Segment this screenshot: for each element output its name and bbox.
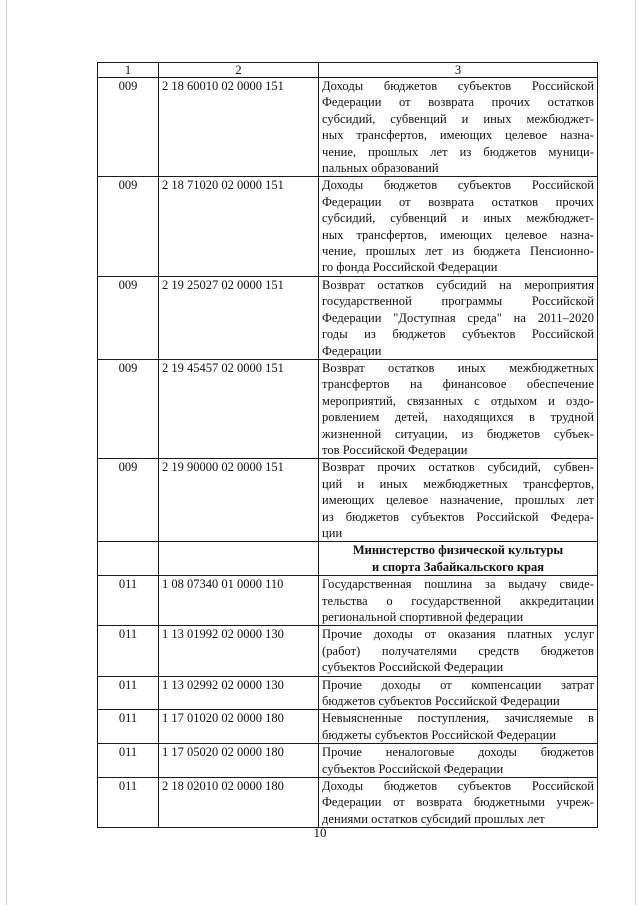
admin-code-cell: 011 [98,676,159,710]
revenue-description-cell [319,177,598,276]
description-line: Федерации "Доступная среда" на 2011–2020 [322,310,594,325]
revenue-description-cell [319,744,598,778]
description-line: (работ) получателями средств бюджетов [322,643,594,658]
revenue-description-cell [319,359,598,458]
column-header: 1 [98,63,159,78]
revenue-description-cell [319,676,598,710]
page-number: 10 [313,825,327,840]
table-row [98,676,598,710]
section-title [319,542,598,576]
revenue-code-cell: 2 18 71020 02 0000 151 [159,177,319,276]
revenue-description-cell [319,778,598,828]
description-line: Государственная пошлина за выдачу свиде- [322,577,594,592]
description-line: дениями остатков субсидий прошлых лет [322,811,545,826]
table-row [98,744,598,778]
table-body [98,78,598,828]
description-line: из бюджетов субъектов Российской Федера- [322,509,594,524]
admin-code-cell: 011 [98,710,159,744]
description-line: Прочие доходы от компенсации затрат [322,677,594,692]
revenue-code-cell: 2 19 25027 02 0000 151 [159,276,319,359]
revenue-code-cell: 1 13 01992 02 0000 130 [159,626,319,676]
revenue-description-cell [319,576,598,626]
description-line: Доходы бюджетов субъектов Российской [322,178,594,193]
description-line: тов Российской Федерации [322,442,468,457]
description-line: Федерации от возврата остатков прочих [322,194,594,209]
admin-code-cell: 011 [98,744,159,778]
description-line: ных трансфертов, имеющих целевое назна- [322,128,594,143]
table-header-row [98,63,598,78]
description-line: Невыясненные поступления, зачисляемые в [322,711,594,726]
description-line: ций и иных межбюджетных трансфертов, [322,476,594,491]
revenue-code-cell: 2 19 90000 02 0000 151 [159,459,319,542]
description-line: Доходы бюджетов субъектов Российской [322,779,594,794]
scan-edge-left [6,0,7,905]
admin-code-cell: 009 [98,276,159,359]
description-line: Возврат прочих остатков субсидий, субвен- [322,460,594,475]
table-row [98,576,598,626]
revenue-code-cell: 2 18 02010 02 0000 180 [159,778,319,828]
admin-code-cell: 009 [98,177,159,276]
column-header: 3 [319,63,598,78]
description-line: трансфертов на финансовое обеспечение [322,377,594,392]
revenue-code-cell: 1 17 01020 02 0000 180 [159,710,319,744]
revenue-code-cell: 1 13 02992 02 0000 130 [159,676,319,710]
description-line: жизненной ситуации, из бюджетов субъек- [322,426,594,441]
description-line: Федерации от возврата бюджетными учреж- [322,795,594,810]
section-title-line: Министерство физической культуры [352,543,564,558]
description-line: пальных образований [322,161,439,176]
description-line: субъектов Российской Федерации [322,761,504,776]
description-line: Прочие доходы от оказания платных услуг [322,627,594,642]
description-line: субсидий, субвенций и иных межбюджет- [322,211,594,226]
description-line: имеющих целевое назначение, прошлых лет [322,493,594,508]
revenue-code-cell: 2 18 60010 02 0000 151 [159,78,319,177]
description-line: чение, прошлых лет из бюджетов муници- [322,144,594,159]
section-empty-cell [159,542,319,576]
description-line: Федерации [322,343,382,358]
description-line: ных трансфертов, имеющих целевое назна- [322,227,594,242]
revenue-description-cell [319,78,598,177]
revenue-code-cell: 2 19 45457 02 0000 151 [159,359,319,458]
admin-code-cell: 011 [98,576,159,626]
table-row [98,359,598,458]
description-line: тельства о государственной аккредитации [322,593,594,608]
description-line: чение, прошлых лет из бюджета Пенсионно- [322,244,594,259]
table-row [98,459,598,542]
description-line: субсидий, субвенций и иных межбюджет- [322,111,594,126]
scan-edge-right [635,0,636,905]
description-line: бюджеты субъектов Российской Федерации [322,727,557,742]
section-title-line: и спорта Забайкальского края [371,559,545,574]
table-row [98,177,598,276]
revenue-description-cell [319,459,598,542]
revenue-description-cell [319,276,598,359]
description-line: ровлением детей, находящихся в трудной [322,410,594,425]
description-line: государственной программы Российской [322,294,594,309]
column-header: 2 [159,63,319,78]
description-line: региональной спортивной федерации [322,610,524,624]
table-row [98,626,598,676]
description-line: годы из бюджетов субъектов Российской [322,327,594,342]
admin-code-cell: 009 [98,359,159,458]
description-line: Возврат остатков субсидий на мероприятия [322,277,594,292]
table-row [98,778,598,828]
description-line: ции [322,525,343,540]
description-line: субъектов Российской Федерации [322,660,504,675]
admin-code-cell: 011 [98,778,159,828]
table-row [98,276,598,359]
admin-code-cell: 009 [98,459,159,542]
table-row [98,710,598,744]
description-line: Доходы бюджетов субъектов Российской [322,79,594,93]
revenue-code-cell: 1 17 05020 02 0000 180 [159,744,319,778]
admin-code-cell: 009 [98,78,159,177]
revenue-code-cell: 1 08 07340 01 0000 110 [159,576,319,626]
revenue-description-cell [319,626,598,676]
description-line: Возврат остатков иных межбюджетных [322,360,594,375]
revenue-description-cell [319,710,598,744]
description-line: Федерации от возврата прочих остатков [322,95,594,110]
section-empty-cell [98,542,159,576]
description-line: бюджетов субъектов Российской Федерации [322,694,560,709]
section-header-row [98,542,598,576]
description-line: го фонда Российской Федерации [322,260,498,275]
table-row [98,78,598,177]
description-line: Прочие неналоговые доходы бюджетов [322,745,594,760]
admin-code-cell: 011 [98,626,159,676]
budget-classification-table [97,62,598,828]
description-line: мероприятий, связанных с отдыхом и оздо- [322,393,594,408]
